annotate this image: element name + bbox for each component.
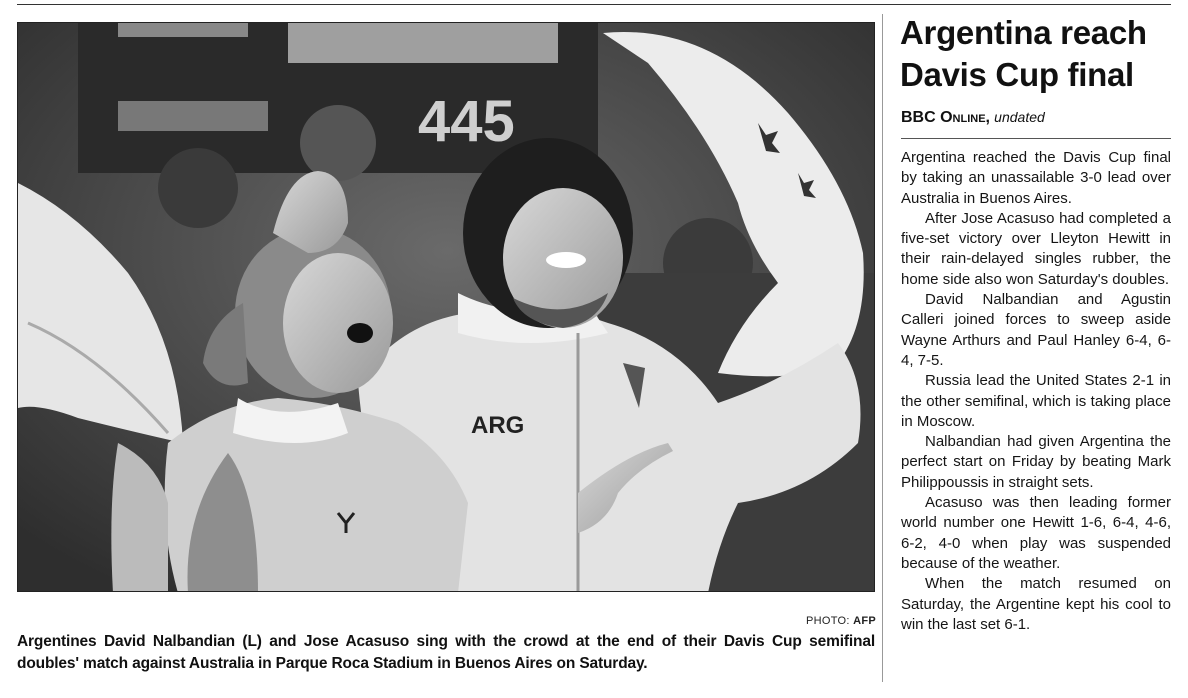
article-paragraph: Russia lead the United States 2-1 in the other semifinal, which is taking place in Moscow. [901,372,1171,430]
scoreboard-digits: 445 [418,89,515,154]
byline-rule [901,138,1171,139]
photo-caption: Argentines David Nalbandian (L) and Jose Acasuso sing with the crowd at the end of their Davis Cup semifinal doubles' match against Australia in Parque Roca Stadium in Buenos Aires on Saturday. [17,633,875,672]
article-paragraph: Nalbandian had given Argentina the perfect start on Friday by beating Mark Philippoussis in straight sets. [901,433,1171,491]
article-paragraph: David Nalbandian and Agustin Calleri joined forces to sweep aside Wayne Arthurs and Paul Hanley 6-4, 6-4, 7-5. [901,291,1171,369]
article-paragraph: When the match resumed on Saturday, the Argentine kept his cool to win the last set 6-1. [901,575,1171,633]
photo-credit-label: PHOTO: [805,615,850,627]
article-paragraph: After Jose Acasuso had completed a five-set victory over Lleyton Hewitt in their rain-delayed singles rubber, the home side also won Saturday's doubles. [901,209,1171,288]
article-headline: Argentina reach Davis Cup final [900,14,1147,93]
photo-credit [700,615,876,627]
top-rule [17,4,1171,5]
nalbandian-face [283,253,393,393]
photo-credit-agency: AFP [853,615,876,627]
byline [901,109,1171,127]
article-paragraph: Argentina reached the Davis Cup final by taking an unassailable 3-0 lead over Australia in Buenos Aires. [901,149,1171,207]
column-divider [882,14,883,682]
byline-source: BBC Online, [901,109,990,126]
article-body [901,148,1171,635]
byline-date: undated [994,109,1045,125]
article-paragraph: Acasuso was then leading former world number one Hewitt 1-6, 6-4, 4-6, 6-2, 4-0 when play was suspended because of the weather. [901,494,1171,572]
jacket-lettering: ARG [471,412,525,439]
news-photo [17,22,875,592]
